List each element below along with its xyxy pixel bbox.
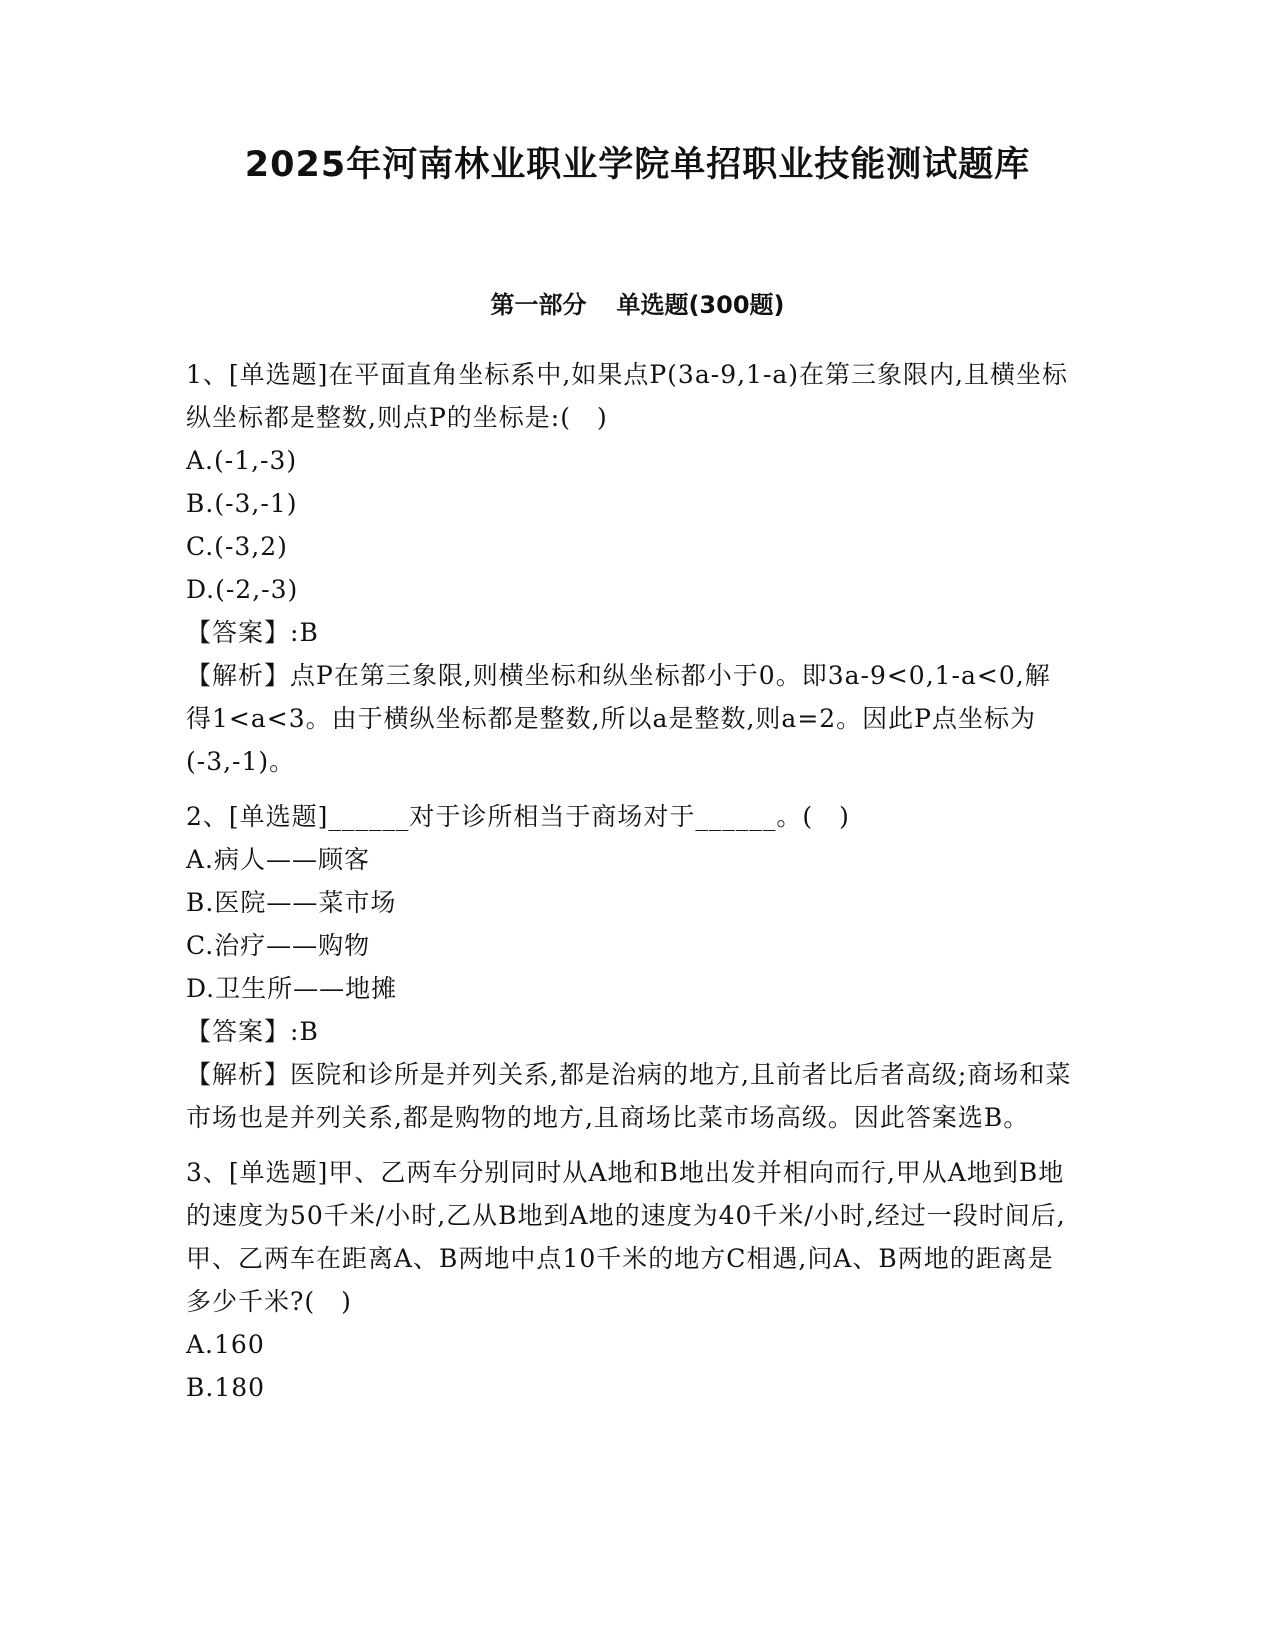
section-part: 第一部分 xyxy=(490,291,587,319)
question-3 xyxy=(186,1151,1076,1409)
explanation-text: 点P在第三象限,则横坐标和纵坐标都小于0。即3a-9<0,1-a<0,解得1<a<3。由于横纵坐标都是整数,所以a是整数,则a=2。因此P点坐标为(-3,-1)。 xyxy=(186,661,1051,776)
question-2 xyxy=(186,795,1076,1139)
answer-line xyxy=(186,1010,1076,1053)
explanation-line xyxy=(186,1053,1076,1139)
question-1 xyxy=(186,353,1076,783)
answer-line xyxy=(186,611,1076,654)
option-d: D.(-2,-3) xyxy=(186,575,299,604)
question-stem: 2、[单选题]______对于诊所相当于商场对于______。( ) xyxy=(186,802,850,831)
question-stem: 1、[单选题]在平面直角坐标系中,如果点P(3a-9,1-a)在第三象限内,且横坐标纵坐标都是整数,则点P的坐标是:( ) xyxy=(186,360,1069,432)
option-a: A.160 xyxy=(186,1330,265,1359)
section-name: 单选题(300题) xyxy=(616,291,785,319)
option-b: B.医院——菜市场 xyxy=(186,888,397,917)
option-a: A.病人——顾客 xyxy=(186,845,371,874)
question-stem: 3、[单选题]甲、乙两车分别同时从A地和B地出发并相向而行,甲从A地到B地的速度为50千米/小时,乙从B地到A地的速度为40千米/小时,经过一段时间后,甲、乙两车在距离A、B两地中点10千米的地方C相遇,问A、B两地的距离是多少千米?( ) xyxy=(186,1158,1066,1316)
answer-value: B xyxy=(299,1017,319,1046)
option-a: A.(-1,-3) xyxy=(186,446,298,475)
option-c: C.治疗——购物 xyxy=(186,931,371,960)
answer-label: 【答案】: xyxy=(186,1017,300,1046)
option-b: B.(-3,-1) xyxy=(186,489,298,518)
option-b: B.180 xyxy=(186,1373,266,1402)
explanation-label: 【解析】 xyxy=(186,1060,291,1089)
option-c: C.(-3,2) xyxy=(186,532,288,561)
question-list xyxy=(186,353,1076,1421)
section-title xyxy=(0,290,1275,320)
explanation-label: 【解析】 xyxy=(186,661,291,690)
explanation-line xyxy=(186,654,1076,783)
option-d: D.卫生所——地摊 xyxy=(186,974,398,1003)
page-title: 2025年河南林业职业学院单招职业技能测试题库 xyxy=(244,145,1031,185)
answer-label: 【答案】: xyxy=(186,618,300,647)
answer-value: B xyxy=(299,618,319,647)
explanation-text: 医院和诊所是并列关系,都是治病的地方,且前者比后者高级;商场和菜市场也是并列关系,都是购物的地方,且商场比菜市场高级。因此答案选B。 xyxy=(186,1060,1072,1132)
